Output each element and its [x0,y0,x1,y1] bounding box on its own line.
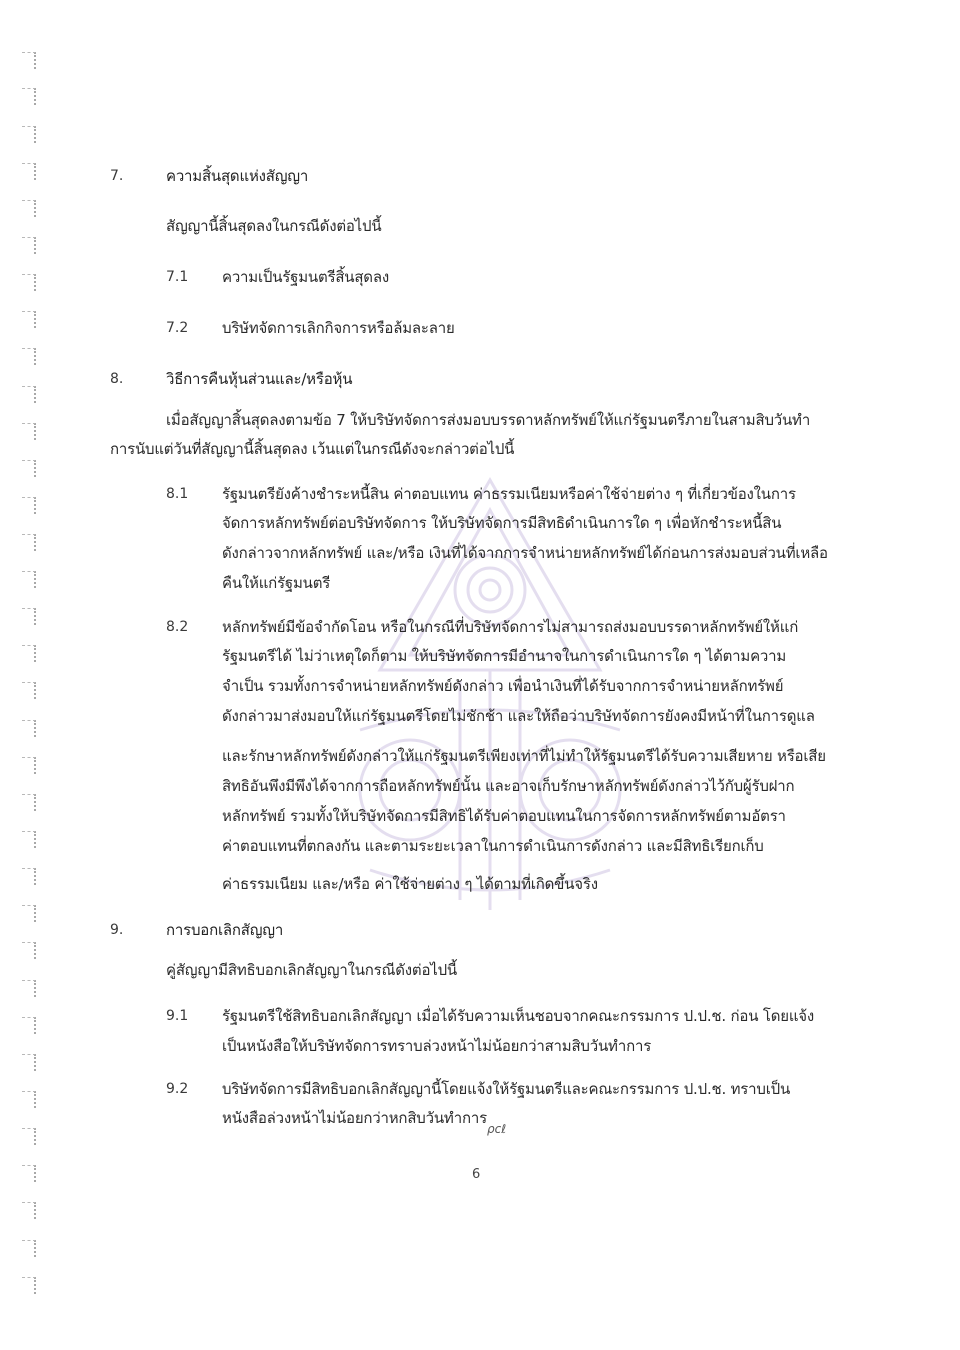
item-7-2-text: บริษัทจัดการเลิกกิจการหรือล้มละลาย [222,319,455,337]
item-8-2-line: ค่าตอบแทนที่ตกลงกัน และตามระยะเวลาในการดำเนินการดังกล่าว และมีสิทธิเรียกเก็บ [222,837,764,855]
item-8-2-line: ดังกล่าวมาส่งมอบให้แก่รัฐมนตรีโดยไม่ชักช้า และให้ถือว่าบริษัทจัดการยังคงมีหน้าที่ในการดูแล [222,707,815,725]
item-8-2-line: และรักษาหลักทรัพย์ดังกล่าวให้แก่รัฐมนตรีเพียงเท่าที่ไม่ทำให้รัฐมนตรีได้รับความเสียหาย หรือเสีย [222,747,826,765]
item-8-1-line: ดังกล่าวจากหลักทรัพย์ และ/หรือ เงินที่ได้จากการจำหน่ายหลักทรัพย์ได้ก่อนการส่งมอบส่วนที่เหลือ [222,544,828,562]
item-8-2-number: 8.2 [166,619,189,635]
item-8-2-line: สิทธิอันพึงมีพึงได้จากการถือหลักทรัพย์นั้น และอาจเก็บรักษาหลักทรัพย์ดังกล่าวไว้กับผู้รับฝาก [222,777,795,795]
item-8-1-line: รัฐมนตรียังค้างชำระหนี้สิน ค่าตอบแทน ค่าธรรมเนียมหรือค่าใช้จ่ายต่าง ๆ ที่เกี่ยวข้องในการ [222,485,796,503]
item-8-2-line: หลักทรัพย์มีข้อจำกัดโอน หรือในกรณีที่บริษัทจัดการไม่สามารถส่งมอบบรรดาหลักทรัพย์ให้แก่ [222,618,799,636]
item-7-1-text: ความเป็นรัฐมนตรีสิ้นสุดลง [222,268,389,286]
item-8-1-number: 8.1 [166,486,189,502]
item-7-1-number: 7.1 [166,269,189,285]
item-7-2-number: 7.2 [166,320,189,336]
section-8-intro-line-1: เมื่อสัญญาสิ้นสุดลงตามข้อ 7 ให้บริษัทจัดการส่งมอบบรรดาหลักทรัพย์ให้แก่รัฐมนตรีภายในสามสิบวันทำ [166,411,811,429]
section-7-title: ความสิ้นสุดแห่งสัญญา [166,167,309,185]
section-9-number: 9. [110,922,124,938]
handwritten-initials: ρcℓ [487,1122,507,1136]
item-8-2-line: รัฐมนตรีได้ ไม่ว่าเหตุใดก็ตาม ให้บริษัทจัดการมีอำนาจในการดำเนินการใด ๆ ได้ตามความ [222,647,787,665]
item-9-2-line: หนังสือล่วงหน้าไม่น้อยกว่าหกสิบวันทำการ [222,1109,487,1127]
item-8-2-line: หลักทรัพย์ รวมทั้งให้บริษัทจัดการมีสิทธิได้รับค่าตอบแทนในการจัดการหลักทรัพย์ตามอัตรา [222,807,786,825]
item-8-2-line: ค่าธรรมเนียม และ/หรือ ค่าใช้จ่ายต่าง ๆ ได้ตามที่เกิดขึ้นจริง [222,875,598,893]
section-7-number: 7. [110,168,124,184]
item-9-2-line: บริษัทจัดการมีสิทธิบอกเลิกสัญญานี้โดยแจ้งให้รัฐมนตรีและคณะกรรมการ ป.ป.ช. ทราบเป็น [222,1080,791,1098]
item-9-2-number: 9.2 [166,1081,189,1097]
item-9-1-line: เป็นหนังสือให้บริษัทจัดการทราบล่วงหน้าไม่น้อยกว่าสามสิบวันทำการ [222,1037,652,1055]
item-8-1-line: จัดการหลักทรัพย์ต่อบริษัทจัดการ ให้บริษัทจัดการมีสิทธิดำเนินการใด ๆ เพื่อหักชำระหนี้สิน [222,514,782,532]
section-8-number: 8. [110,371,124,387]
item-9-1-number: 9.1 [166,1008,189,1024]
section-9-title: การบอกเลิกสัญญา [166,921,284,939]
binding-holes [18,0,42,1350]
item-8-2-line: จำเป็น รวมทั้งการจำหน่ายหลักทรัพย์ดังกล่าว เพื่อนำเงินที่ได้รับจากการจำหน่ายหลักทรัพย์ [222,677,784,695]
section-9-intro: คู่สัญญามีสิทธิบอกเลิกสัญญาในกรณีดังต่อไปนี้ [166,961,457,979]
section-8-title: วิธีการคืนหุ้นส่วนและ/หรือหุ้น [166,370,353,388]
section-8-intro-line-2: การนับแต่วันที่สัญญานี้สิ้นสุดลง เว้นแต่ในกรณีดังจะกล่าวต่อไปนี้ [110,440,515,458]
seal-watermark-icon [340,470,640,930]
page-number: 6 [472,1167,481,1182]
section-7-intro: สัญญานี้สิ้นสุดลงในกรณีดังต่อไปนี้ [166,217,382,235]
item-9-1-line: รัฐมนตรีใช้สิทธิบอกเลิกสัญญา เมื่อได้รับความเห็นชอบจากคณะกรรมการ ป.ป.ช. ก่อน โดยแจ้ง [222,1007,815,1025]
item-8-1-line: คืนให้แก่รัฐมนตรี [222,574,331,592]
